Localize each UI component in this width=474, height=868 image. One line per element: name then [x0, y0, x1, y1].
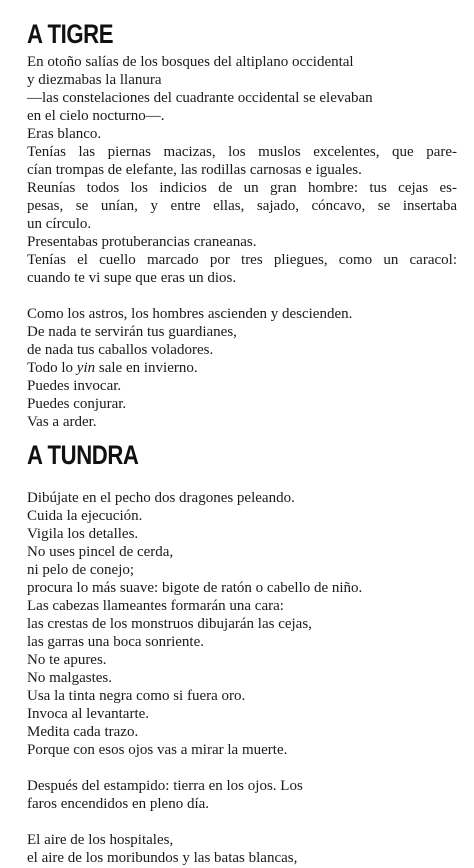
- poem-line: las crestas de los monstruos dibujarán las cejas,: [27, 616, 312, 632]
- poem-line: pesas, se unían, y entre ellas, sajado, cóncavo, se insertaba: [27, 198, 457, 214]
- poem-line: de nada tus caballos voladores.: [27, 342, 214, 358]
- poem-line: Vas a arder.: [27, 414, 97, 430]
- poem-line: Tenías el cuello marcado por tres pliegues, como un caracol:: [27, 252, 457, 268]
- section-title: A TUNDRA: [27, 440, 139, 470]
- poem-line: Las cabezas llameantes formarán una cara:: [27, 598, 284, 614]
- poem-line: —las constelaciones del cuadrante occidental se elevaban: [27, 90, 373, 106]
- poem-line: Dibújate en el pecho dos dragones peleando.: [27, 490, 295, 506]
- poem-line: en el cielo nocturno—.: [27, 108, 165, 124]
- poem-line: procura lo más suave: bigote de ratón o cabello de niño.: [27, 580, 363, 596]
- poem-line: El aire de los hospitales,: [27, 832, 174, 848]
- stanza: [27, 831, 457, 867]
- poem-line: En otoño salías de los bosques del altiplano occidental: [27, 54, 354, 70]
- poem-line: No uses pincel de cerda,: [27, 544, 174, 560]
- poem-line: cían trompas de elefante, las rodillas carnosas e iguales.: [27, 162, 362, 178]
- poem-line: Puedes conjurar.: [27, 396, 127, 412]
- stanza-gap: [27, 759, 457, 777]
- poem-line: No te apures.: [27, 652, 107, 668]
- poem-line: Después del estampido: tierra en los ojos. Los: [27, 778, 303, 794]
- poem-line: No malgastes.: [27, 670, 112, 686]
- poem-line: Como los astros, los hombres ascienden y descienden.: [27, 306, 353, 322]
- stanza-gap: [27, 287, 457, 305]
- poem-line: Porque con esos ojos vas a mirar la muerte.: [27, 742, 288, 758]
- stanza: [27, 305, 457, 431]
- poem-line: Reunías todos los indicios de un gran hombre: tus cejas es-: [27, 180, 457, 196]
- poem-line: Tenías las piernas macizas, los muslos excelentes, que pare-: [27, 144, 457, 160]
- stanza-gap: [27, 813, 457, 831]
- line-text: Todo lo: [27, 360, 77, 376]
- poem-line: Puedes invocar.: [27, 378, 122, 394]
- poem-line: un círculo.: [27, 216, 92, 232]
- poem-line: Usa la tinta negra como si fuera oro.: [27, 688, 246, 704]
- italic-word: yin: [76, 360, 96, 376]
- poem-line: Vigila los detalles.: [27, 526, 139, 542]
- poem-line: faros encendidos en pleno día.: [27, 796, 210, 812]
- poem-line: y diezmabas la llanura: [27, 72, 162, 88]
- poem-line: las garras una boca sonriente.: [27, 634, 205, 650]
- poem-line: cuando te vi supe que eras un dios.: [27, 270, 237, 286]
- stanza: [27, 53, 457, 287]
- poem-line: Presentabas protuberancias craneanas.: [27, 234, 257, 250]
- poem-line: el aire de los moribundos y las batas blancas,: [27, 850, 298, 866]
- poem-line: Cuida la ejecución.: [27, 508, 143, 524]
- line-text: sale en invierno.: [95, 360, 198, 376]
- poem-line: Invoca al levantarte.: [27, 706, 150, 722]
- stanza: [27, 489, 457, 759]
- poem-line: Eras blanco.: [27, 126, 102, 142]
- poem-line: Medita cada trazo.: [27, 724, 139, 740]
- poem-line: De nada te servirán tus guardianes,: [27, 324, 237, 340]
- section-title: A TIGRE: [27, 19, 114, 49]
- document-page: [27, 18, 457, 867]
- poem-line: [27, 359, 457, 377]
- poem-line: ni pelo de conejo;: [27, 562, 135, 578]
- stanza: [27, 777, 457, 813]
